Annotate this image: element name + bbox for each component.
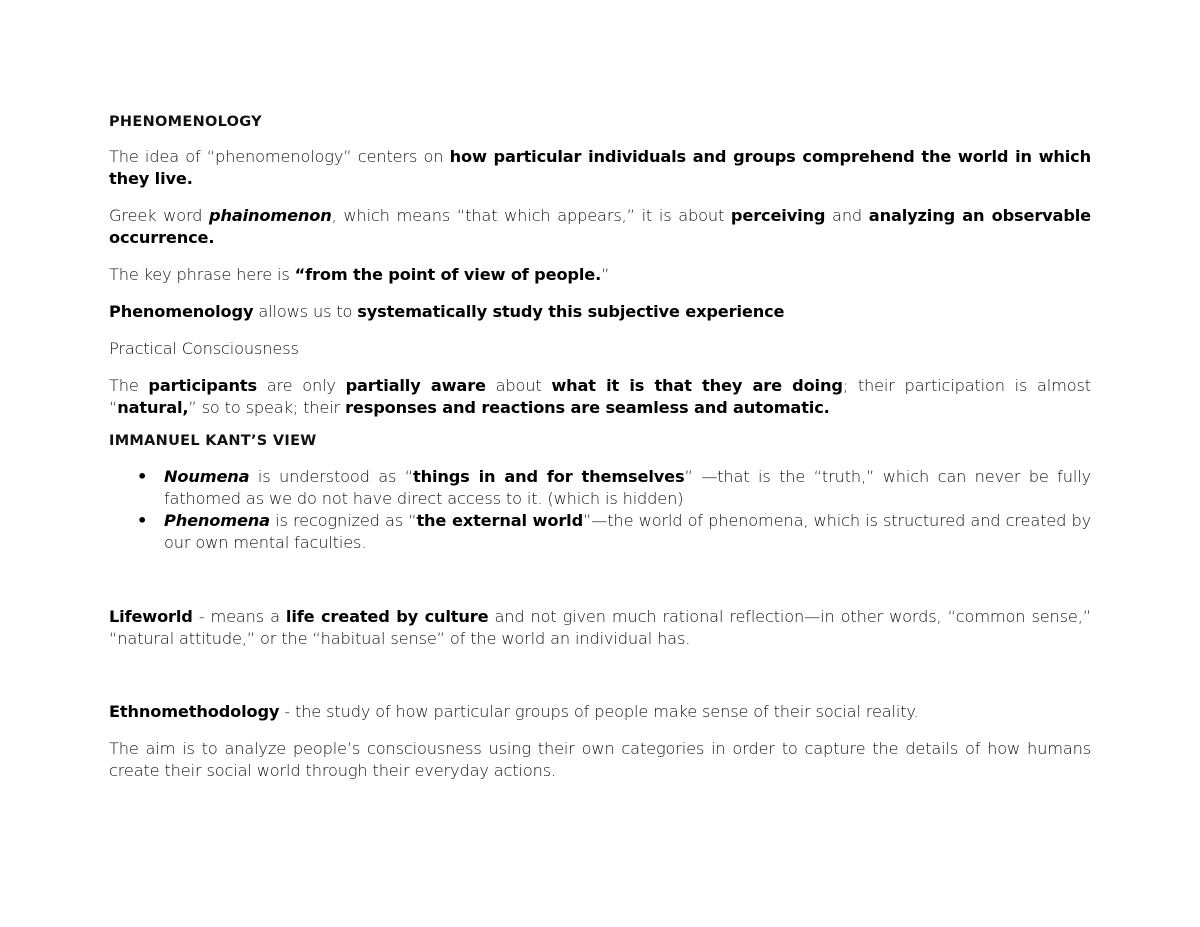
paragraph-greek-word	[109, 205, 1091, 249]
text-run: The aim is to analyze people’s consciousness using their own categories in order to capture the details of how humans create their social world through their everyday actions.	[109, 739, 1091, 780]
document-page	[109, 112, 1091, 797]
bold-run: Phenomenology	[109, 302, 254, 321]
paragraph-key-phrase	[109, 264, 1091, 286]
text-run: is recognized as “	[269, 511, 417, 530]
text-run: - means a	[192, 607, 286, 626]
bold-run: things in and for themselves	[413, 467, 685, 486]
text-run: allows us to	[253, 302, 358, 321]
list-item-phenomena	[164, 510, 1091, 554]
text-run: The	[109, 376, 149, 395]
paragraph-lifeworld	[109, 606, 1091, 650]
bold-run: “from the point of view of people.	[294, 265, 602, 284]
bold-run: Ethnomethodology	[109, 702, 280, 721]
text-run: Greek word	[109, 206, 210, 225]
text-run: ”	[601, 265, 610, 284]
bold-italic-run: phainomenon	[209, 206, 332, 225]
bold-run: the external world	[416, 511, 584, 530]
bold-run: perceiving	[730, 206, 826, 225]
spacer	[109, 665, 1091, 701]
text-run: The idea of “phenomenology” centers on	[109, 147, 450, 166]
paragraph-ethnomethodology	[109, 701, 1091, 723]
paragraph-practical-consciousness	[109, 338, 1091, 360]
bold-run: what it is that they are doing	[551, 376, 843, 395]
bold-run: partially aware	[345, 376, 486, 395]
text-run: and not given much rational reflection—in other words, “common sense,” “natural attitude,” or the “habitual sense” of the world an individual has.	[109, 607, 1091, 648]
heading-kant-view: IMMANUEL KANT’S VIEW	[109, 433, 317, 449]
text-run: - the study of how particular groups of people make sense of their social reality.	[279, 702, 919, 721]
text-run: , which means “that which appears,” it is about	[331, 206, 731, 225]
text-run: are only	[256, 376, 346, 395]
paragraph-phenomenology-idea	[109, 146, 1091, 190]
bold-run: life created by culture	[285, 607, 489, 626]
text-run: about	[485, 376, 552, 395]
bold-italic-run: Phenomena	[164, 511, 270, 530]
bold-run: systematically study this subjective experience	[357, 302, 785, 321]
text-run: and	[825, 206, 869, 225]
kant-bullet-list	[109, 466, 1091, 554]
text-run: Practical Consciousness	[109, 339, 299, 358]
heading-phenomenology: PHENOMENOLOGY	[109, 114, 262, 130]
bold-run: responses and reactions are seamless and automatic.	[345, 398, 830, 417]
text-run: ” —that is the “truth,” which can never be fully fathomed as we do not have direct access to it. (which is hidden)	[164, 467, 1091, 508]
text-run: ; their participation is almost “	[109, 376, 1091, 417]
spacer	[109, 554, 1091, 606]
bold-run: natural,	[117, 398, 189, 417]
bold-run: participants	[148, 376, 257, 395]
paragraph-aim	[109, 738, 1091, 782]
bold-run: Lifeworld	[109, 607, 193, 626]
text-run: is understood as “	[249, 467, 413, 486]
text-run: ” so to speak; their	[188, 398, 346, 417]
bold-run: analyzing an observable occurrence.	[109, 206, 1091, 247]
text-run: ”—the world of phenomena, which is structured and created by our own mental faculties.	[164, 511, 1092, 552]
list-item-noumena	[164, 466, 1091, 510]
text-run: The key phrase here is	[109, 265, 295, 284]
bold-italic-run: Noumena	[164, 467, 250, 486]
paragraph-participants	[109, 375, 1091, 419]
bold-run: how particular individuals and groups comprehend the world in which they live.	[109, 147, 1092, 188]
paragraph-systematic-study	[109, 301, 1091, 323]
